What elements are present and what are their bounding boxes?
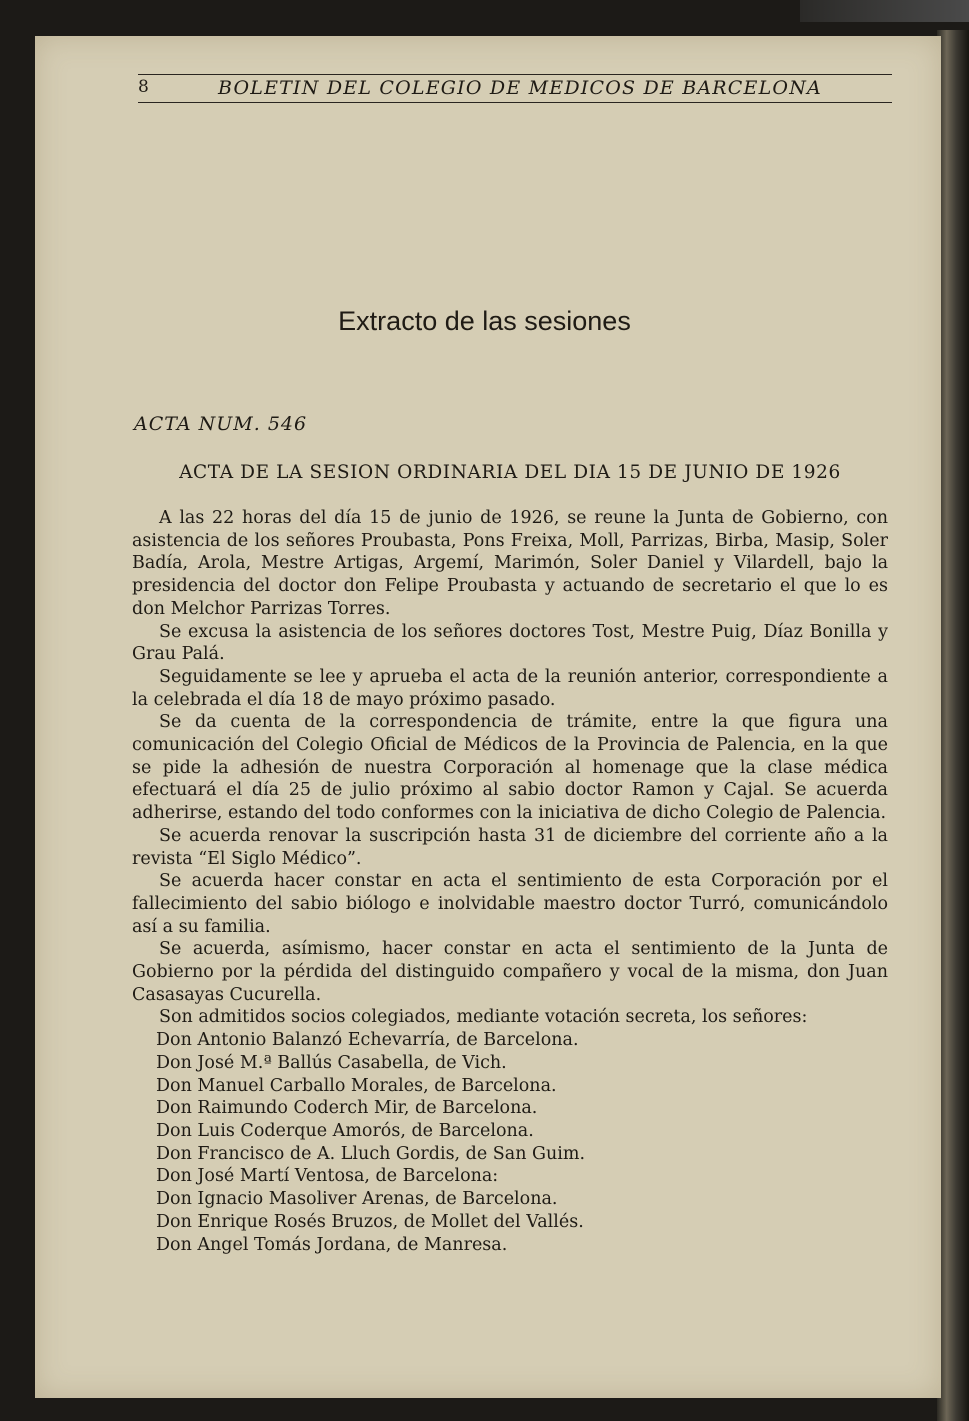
book-corner — [800, 0, 969, 22]
book-spine — [937, 30, 969, 1421]
list-item: Don Luis Coderque Amorós, de Barcelona. — [156, 1120, 534, 1141]
list-item: Don Ignacio Masoliver Arenas, de Barcelona. — [156, 1189, 558, 1210]
list-item: Don Angel Tomás Jordana, de Manresa. — [156, 1234, 508, 1255]
header-rule-bottom — [138, 102, 892, 103]
paragraph: Se excusa la asistencia de los señores doctores Tost, Mestre Puig, Díaz Bonilla y Grau Palá. — [132, 621, 888, 665]
list-item: Don Francisco de A. Lluch Gordis, de San Guim. — [156, 1143, 586, 1164]
paragraph: A las 22 horas del día 15 de junio de 1926, se reune la Junta de Gobierno, con asistencia de los señores Proubasta, Pons Freixa, Moll, Parrizas, Birba, Masip, Soler Badía, Arola, Mestre Artigas, Argemí, Marimón, Soler Daniel y Vilardell, bajo la presidencia del doctor don Felipe Proubasta y actuando de secretario el que lo es don Melchor Parrizas Torres. — [132, 508, 888, 619]
list-item: Don Enrique Rosés Bruzos, de Mollet del Vallés. — [156, 1211, 584, 1232]
page-number: 8 — [138, 77, 149, 97]
admitted-members-list — [132, 1029, 888, 1256]
list-item: Don José M.ª Ballús Casabella, de Vich. — [156, 1052, 507, 1073]
paragraph: Son admitidos socios colegiados, mediante votación secreta, los señores: — [159, 1007, 808, 1028]
list-item: Don Antonio Balanzó Echevarría, de Barcelona. — [156, 1030, 579, 1051]
list-item: Don Raimundo Coderch Mir, de Barcelona. — [156, 1098, 538, 1119]
paragraph: Se da cuenta de la correspondencia de trámite, entre la que figura una comunicación del Colegio Oficial de Médicos de la Provincia de Palencia, en la que se pide la adhesión de nuestra Corporación al homenage que la clase médica efectuará el día 25 de julio próximo al sabio doctor Ramon y Cajal. Se acuerda adherirse, estando del todo conformes con la iniciativa de dicho Colegio de Palencia. — [132, 712, 888, 824]
list-item: Don José Martí Ventosa, de Barcelona: — [156, 1166, 499, 1187]
paragraph: Se acuerda hacer constar en acta el sentimiento de esta Corporación por el fallecimiento del sabio biólogo e inolvidable maestro doctor Turró, comunicándolo así a su familia. — [132, 871, 888, 937]
paragraph: Se acuerda, asímismo, hacer constar en acta el sentimiento de la Junta de Gobierno por la pérdida del distinguido compañero y vocal de la misma, don Juan Casasayas Cucurella. — [132, 939, 888, 1005]
minutes-body — [132, 507, 888, 1256]
acta-heading: ACTA DE LA SESION ORDINARIA DEL DIA 15 DE JUNIO DE 1926 — [179, 462, 841, 483]
list-item: Don Manuel Carballo Morales, de Barcelona. — [156, 1075, 557, 1096]
acta-number: ACTA NUM. 546 — [134, 413, 308, 435]
section-title: Extracto de las sesiones — [338, 306, 631, 336]
journal-title: BOLETIN DEL COLEGIO DE MEDICOS DE BARCELONA — [218, 77, 822, 99]
paragraph: Seguidamente se lee y aprueba el acta de la reunión anterior, correspondiente a la celebrada el día 18 de mayo próximo pasado. — [132, 666, 888, 710]
header-rule-top — [138, 74, 892, 75]
running-header — [138, 74, 892, 104]
paragraph: Se acuerda renovar la suscripción hasta 31 de diciembre del corriente año a la revista “El Siglo Médico”. — [132, 825, 888, 869]
